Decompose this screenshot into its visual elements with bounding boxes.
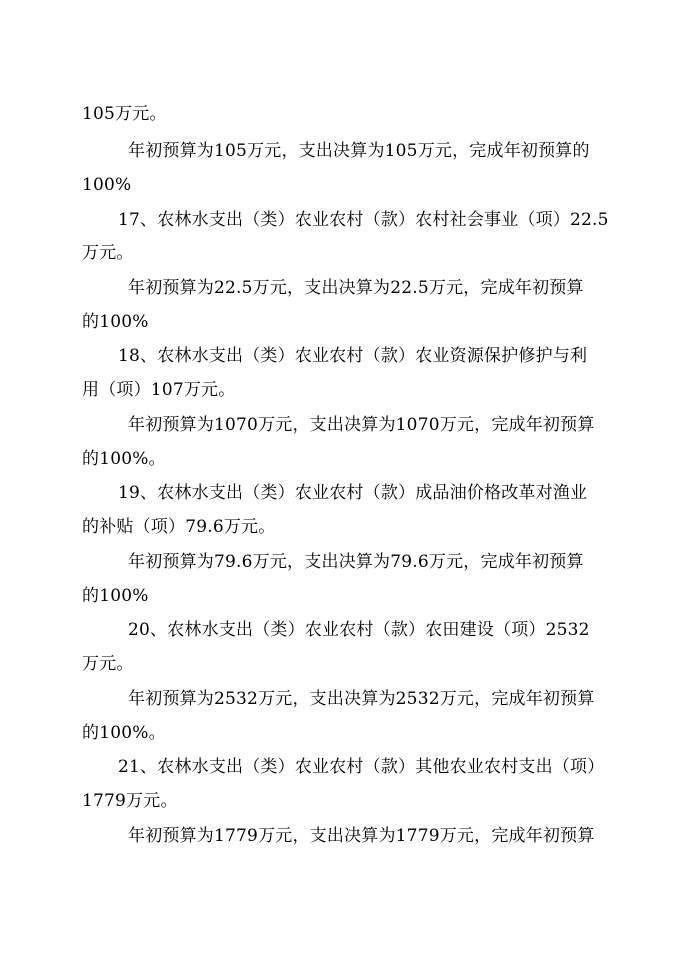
text-line: 年初预算为2532万元，支出决算为2532万元，完成年初预算 bbox=[128, 689, 595, 709]
text-line: 19、农林水支出（类）农业农村（款）成品油价格改革对渔业 bbox=[118, 483, 588, 503]
text-line: 年初预算为1070万元，支出决算为1070万元，完成年初预算 bbox=[128, 415, 595, 435]
text-line: 的100% bbox=[82, 312, 149, 332]
text-line: 万元。 bbox=[82, 243, 134, 263]
text-line: 的100%。 bbox=[82, 723, 166, 743]
text-line: 用（项）107万元。 bbox=[82, 380, 236, 400]
text-line: 年初预算为105万元，支出决算为105万元，完成年初预算的 bbox=[128, 141, 590, 161]
text-line: 17、农林水支出（类）农业农村（款）农村社会事业（项）22.5 bbox=[118, 210, 609, 230]
text-line: 万元。 bbox=[82, 654, 134, 674]
text-line: 的100% bbox=[82, 586, 149, 606]
text-line: 18、农林水支出（类）农业农村（款）农业资源保护修护与利 bbox=[118, 346, 588, 366]
text-line: 年初预算为22.5万元，支出决算为22.5万元，完成年初预算 bbox=[128, 278, 584, 298]
text-line: 21、农林水支出（类）农业农村（款）其他农业农村支出（项） bbox=[118, 757, 605, 777]
text-line: 1779万元。 bbox=[82, 791, 178, 811]
text-line: 105万元。 bbox=[82, 104, 167, 124]
text-line: 100% bbox=[82, 175, 132, 195]
text-line: 20、农林水支出（类）农业农村（款）农田建设（项）2532 bbox=[128, 620, 590, 640]
text-line: 的100%。 bbox=[82, 449, 166, 469]
text-line: 年初预算为79.6万元，支出决算为79.6万元，完成年初预算 bbox=[128, 552, 584, 572]
text-line: 年初预算为1779万元，支出决算为1779万元，完成年初预算 bbox=[128, 826, 595, 846]
text-line: 的补贴（项）79.6万元。 bbox=[82, 517, 276, 537]
